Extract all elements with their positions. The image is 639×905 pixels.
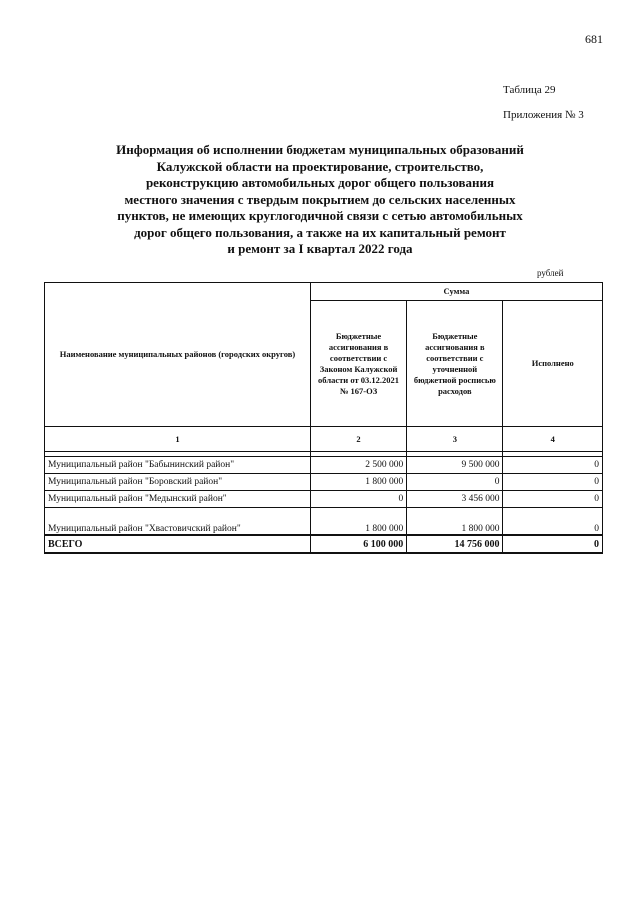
title-line: реконструкцию автомобильных дорог общего пользования — [145, 175, 495, 190]
executed-amount: 0 — [503, 474, 603, 491]
title-line: и ремонт за I квартал 2022 года — [227, 241, 413, 256]
district-name: Муниципальный район "Хвастовичский район" — [45, 508, 311, 536]
district-name: Муниципальный район "Медынский район" — [45, 491, 311, 508]
units-label: рублей — [537, 268, 564, 278]
executed-amount: 0 — [503, 457, 603, 474]
total-label: ВСЕГО — [45, 535, 311, 553]
district-name: Муниципальный район "Боровский район" — [45, 474, 311, 491]
column-number: 3 — [407, 427, 503, 452]
header-district-name: Наименование муниципальных районов (городских округов) — [45, 283, 311, 427]
table-reference: Таблица 29 — [503, 84, 556, 96]
total-refined-allocation: 14 756 000 — [407, 535, 503, 553]
table-row — [45, 508, 603, 536]
executed-amount: 0 — [503, 491, 603, 508]
law-allocation: 1 800 000 — [310, 474, 406, 491]
title-line: пунктов, не имеющих круглогодичной связи с сетью автомобильных — [117, 208, 523, 223]
table-row — [45, 491, 603, 508]
refined-allocation: 0 — [407, 474, 503, 491]
header-law-allocations: Бюджетные ассигнования в соответствии с Законом Калужской области от 03.12.2021 № 167-ОЗ — [310, 301, 406, 427]
title-line: Информация об исполнении бюджетам муниципальных образований — [116, 142, 524, 157]
header-refined-allocations: Бюджетные ассигнования в соответствии с уточненной бюджетной росписью расходов — [407, 301, 503, 427]
appendix-reference: Приложения № 3 — [503, 109, 584, 121]
total-executed: 0 — [503, 535, 603, 553]
document-title — [80, 142, 560, 258]
table-row — [45, 474, 603, 491]
law-allocation: 2 500 000 — [310, 457, 406, 474]
total-row — [45, 535, 603, 553]
column-number: 2 — [310, 427, 406, 452]
refined-allocation: 3 456 000 — [407, 491, 503, 508]
header-sum: Сумма — [310, 283, 602, 301]
refined-allocation: 9 500 000 — [407, 457, 503, 474]
title-line: Калужской области на проектирование, строительство, — [156, 158, 484, 174]
column-number: 4 — [503, 427, 603, 452]
table-row — [45, 457, 603, 474]
law-allocation: 0 — [310, 491, 406, 508]
district-name: Муниципальный район "Бабынинский район" — [45, 457, 311, 474]
budget-table — [44, 282, 603, 554]
total-law-allocation: 6 100 000 — [310, 535, 406, 553]
column-number: 1 — [45, 427, 311, 452]
header-executed: Исполнено — [503, 301, 603, 427]
column-numbers-row — [45, 427, 603, 452]
page-number: 681 — [585, 32, 603, 46]
refined-allocation: 1 800 000 — [407, 508, 503, 536]
executed-amount: 0 — [503, 508, 603, 536]
law-allocation: 1 800 000 — [310, 508, 406, 536]
title-line: дорог общего пользования, а также на их капитальный ремонт — [134, 224, 506, 240]
header-row — [45, 283, 603, 301]
title-line: местного значения с твердым покрытием до сельских населенных — [124, 191, 516, 207]
